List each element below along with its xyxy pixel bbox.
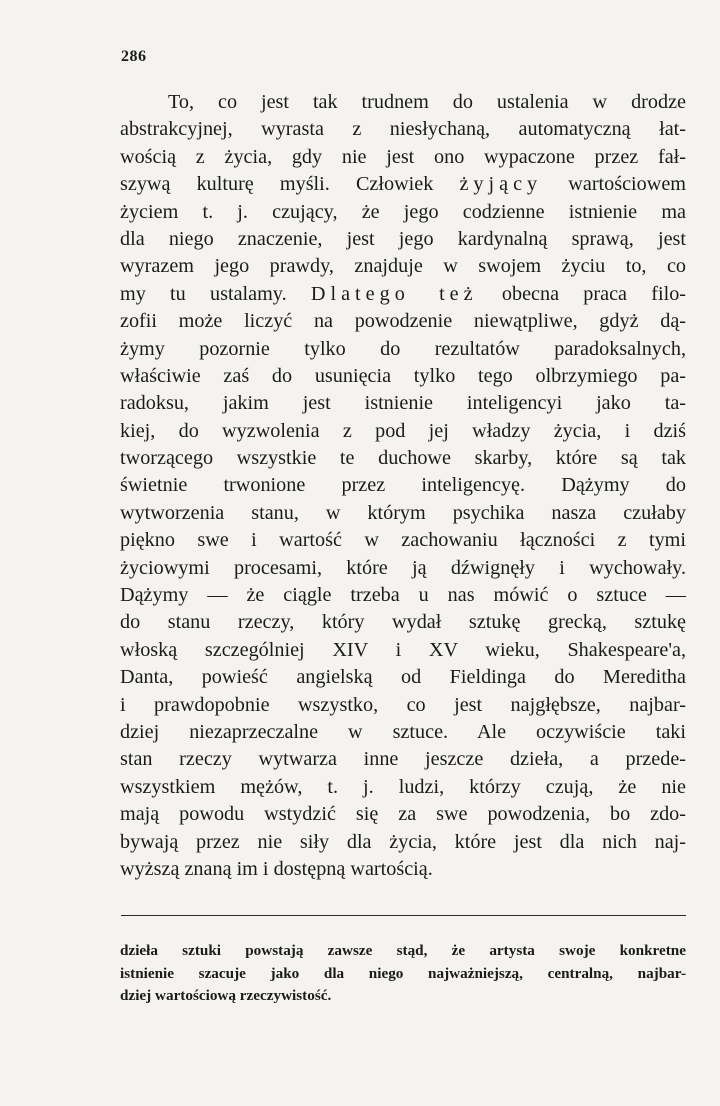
text-line: radoksu, jakim jest istnienie inteligencyi jako ta- — [120, 392, 686, 415]
text-line: wością z życia, gdy nie jest ono wypaczone przez fał- — [120, 145, 686, 168]
text-line: żymy pozornie tylko do rezultatów paradoksalnych, — [120, 337, 686, 360]
text-line: świetnie trwonione przez inteligencyę. Dążymy do — [120, 474, 686, 497]
main-text — [120, 89, 686, 883]
text-line: To, co jest tak trudnem do ustalenia w drodze — [168, 91, 686, 113]
text-line: właściwie zaś do usunięcia tylko tego olbrzymiego pa- — [120, 364, 686, 387]
text-line: wyrazem jego prawdy, znajduje w swojem życiu to, co — [120, 255, 686, 278]
text-line: bywają przez nie siły dla życia, które jest dla nich naj- — [120, 830, 686, 853]
text-line: mają powodu wstydzić się za swe powodzenia, bo zdo- — [120, 803, 686, 826]
text-line: tworzącego wszystkie te duchowe skarby, które są tak — [120, 447, 686, 470]
text-line: abstrakcyjnej, wyrasta z niesłychaną, automatyczną łat- — [120, 118, 686, 141]
text-fragment: wartościowem — [568, 173, 687, 196]
text-line: Danta, powieść angielską od Fieldinga do Mereditha — [120, 666, 686, 689]
text-line: piękno swe i wartość w zachowaniu łączności z tymi — [120, 529, 686, 552]
text-line — [120, 171, 686, 198]
text-line: wyższą znaną im i dostępną wartością. — [120, 857, 433, 880]
footnote-divider — [121, 915, 686, 916]
text-line: włoską szczególniej XIV i XV wieku, Shakespeare'a, — [120, 638, 686, 661]
text-line: życiowymi procesami, które ją dźwignęły i wychowały. — [120, 556, 686, 579]
text-line: wszystkiem mężów, t. j. ludzi, którzy czują, że nie — [120, 775, 686, 798]
text-line: i prawdopobnie wszystko, co jest najgłębsze, najbar- — [120, 693, 686, 716]
emphasized-word: Dlatego też — [310, 282, 478, 305]
text-line: dla niego znaczenie, jest jego kardynalną sprawą, jest — [120, 227, 686, 250]
text-line: stan rzeczy wytwarza inne jeszcze dzieła, a przede- — [120, 748, 686, 771]
text-line: zofii może liczyć na powodzenie niewątpliwe, gdyż dą- — [120, 310, 686, 333]
footnote — [120, 940, 686, 1008]
text-line: do stanu rzeczy, który wydał sztukę grecką, sztukę — [120, 611, 686, 634]
text-line: dziej niezaprzeczalne w sztuce. Ale oczywiście taki — [120, 720, 686, 743]
text-fragment: obecna praca filo- — [501, 282, 687, 305]
footnote-line: dzieła sztuki powstają zawsze stąd, że artysta swoje konkretne — [120, 942, 686, 959]
text-line — [120, 281, 686, 308]
text-fragment: my tu ustalamy. — [120, 282, 287, 305]
footnote-line: dziej wartościową rzeczywistość. — [120, 987, 332, 1004]
text-line: życiem t. j. czujący, że jego codzienne istnienie ma — [120, 200, 686, 223]
text-line: Dążymy — że ciągle trzeba u nas mówić o sztuce — — [120, 584, 686, 607]
page-number: 286 — [121, 48, 147, 65]
text-line: wytworzenia stanu, w którym psychika nasza czułaby — [120, 501, 686, 524]
text-fragment: szywą kulturę myśli. Człowiek — [120, 173, 434, 196]
emphasized-word: żyjący — [459, 173, 543, 196]
footnote-line: istnienie szacuje jako dla niego najważniejszą, centralną, najbar- — [120, 964, 686, 982]
text-line: kiej, do wyzwolenia z pod jej władzy życia, i dziś — [120, 419, 686, 442]
